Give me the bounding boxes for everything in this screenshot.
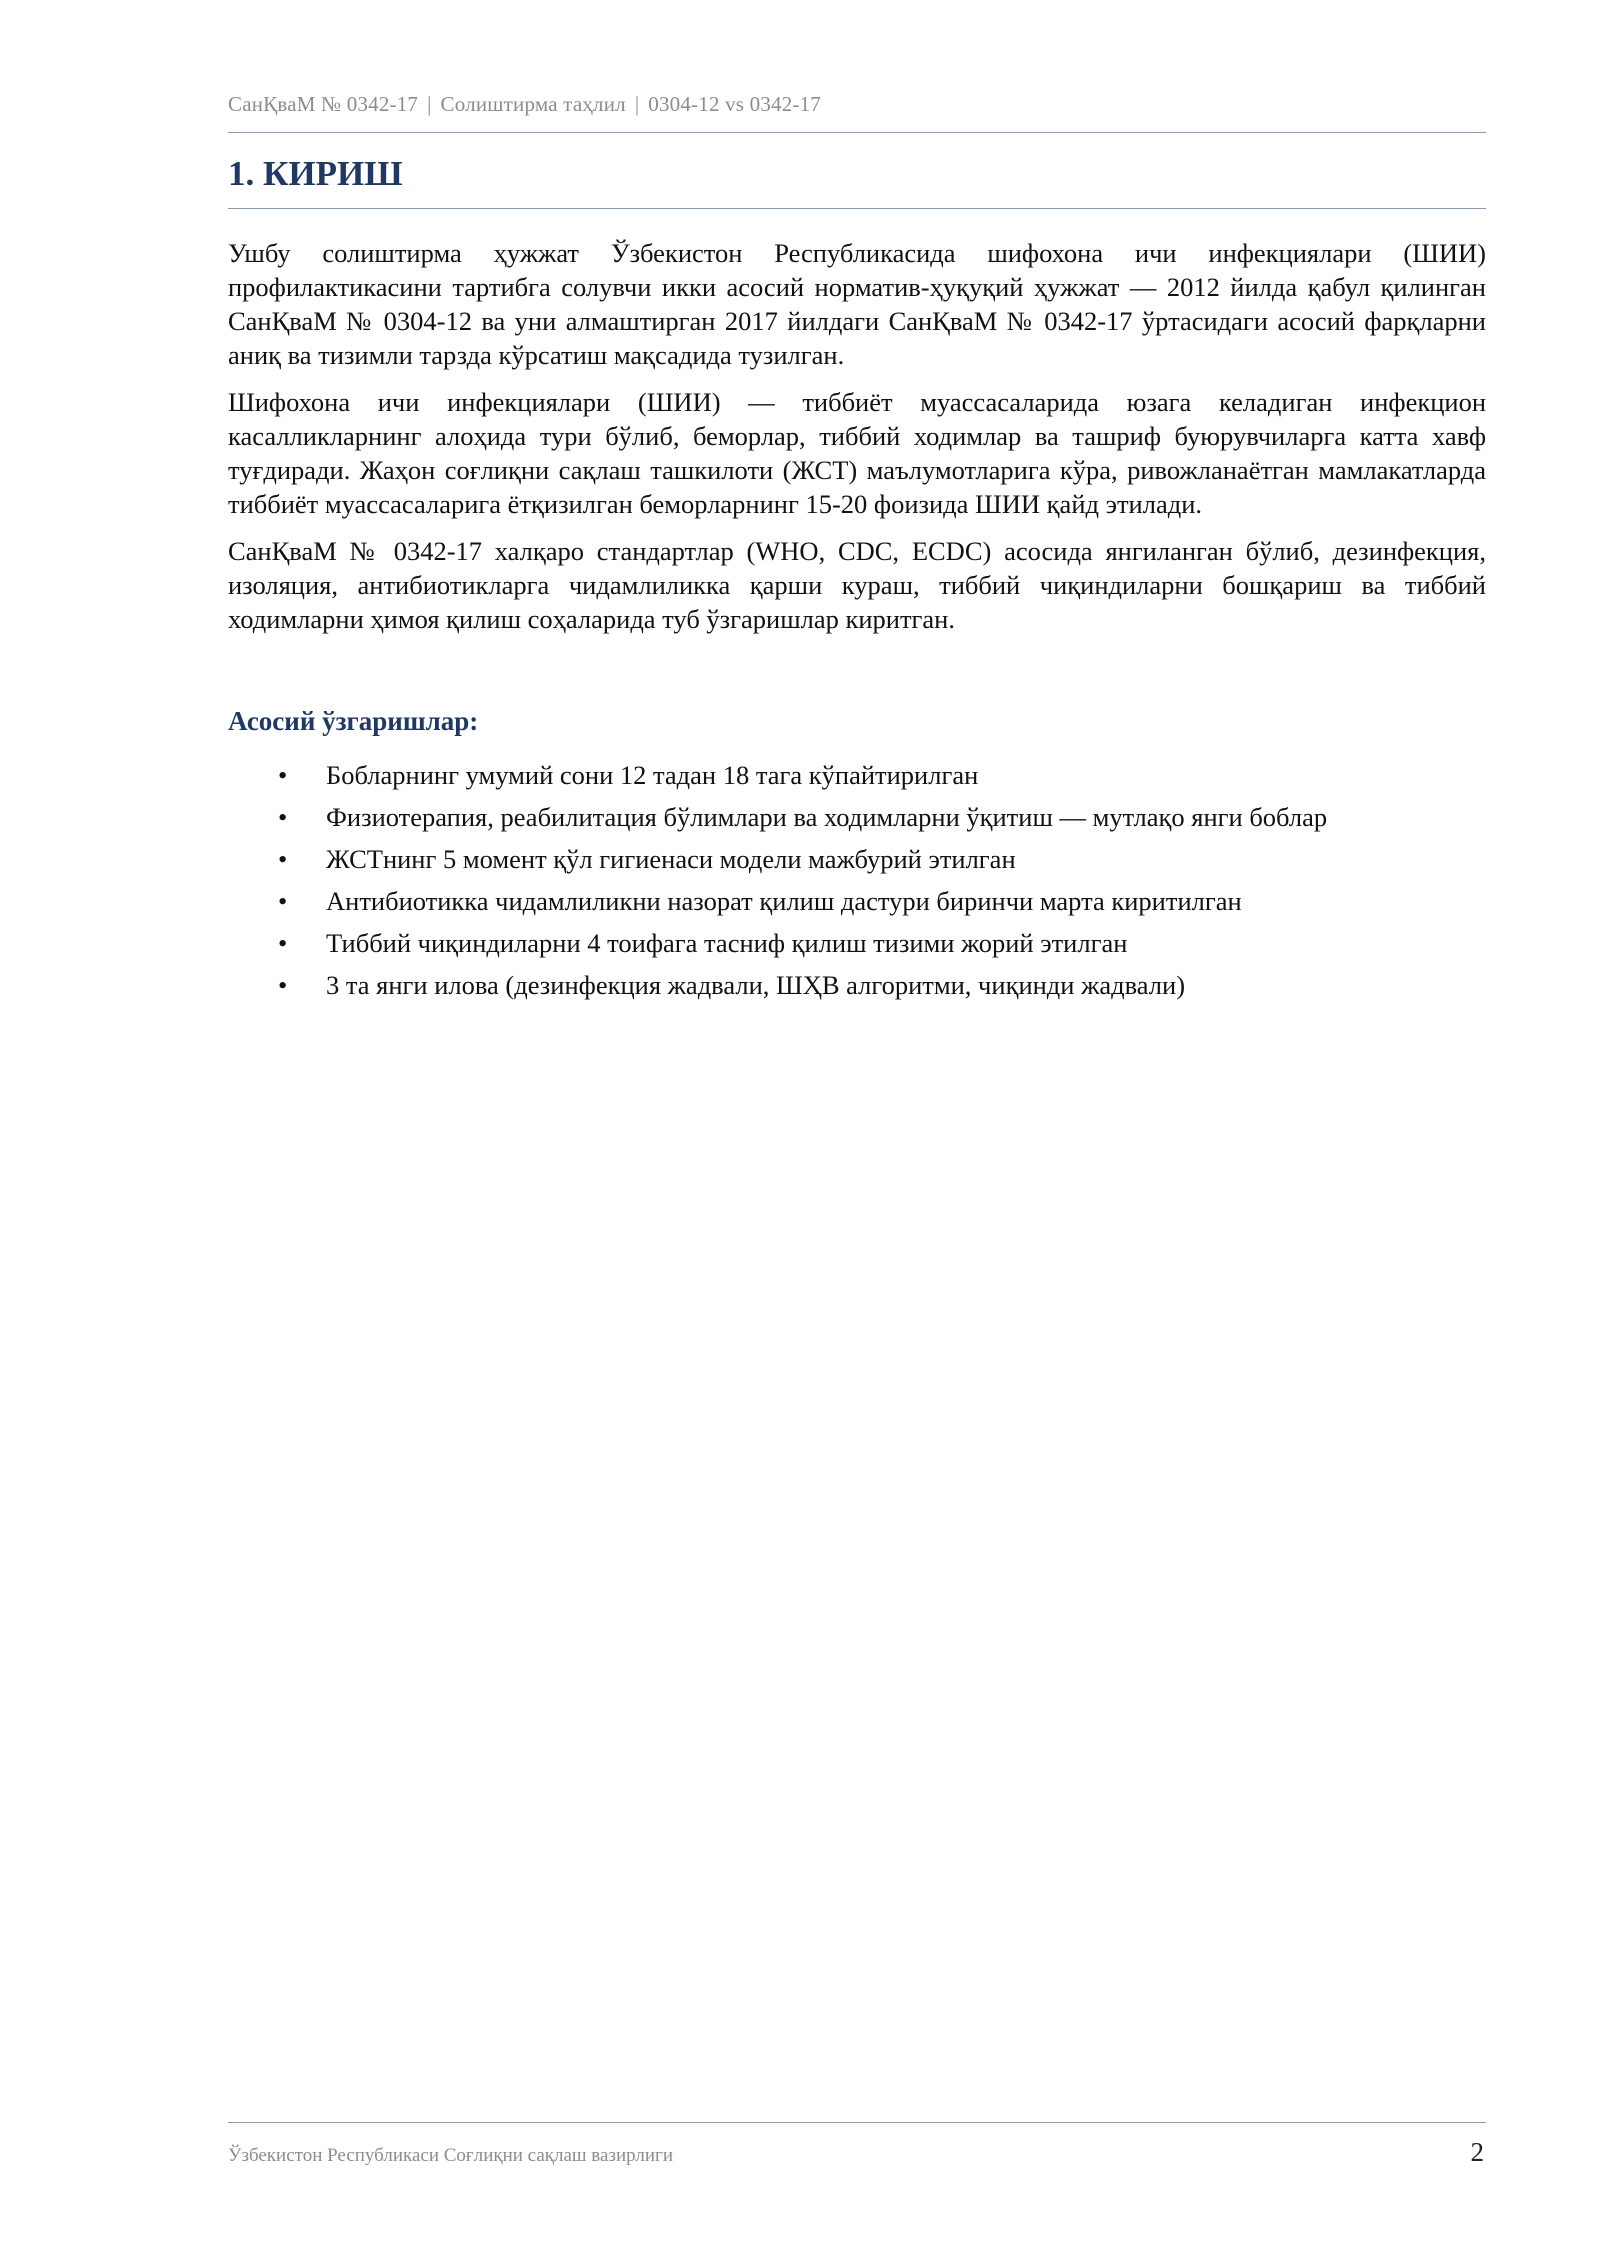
bullet-icon: • <box>278 802 288 832</box>
footer-organization: Ўзбекистон Республикаси Соғлиқни сақлаш вазирлиги <box>228 2145 673 2166</box>
key-changes-list <box>228 754 1486 1006</box>
list-item <box>228 880 1486 922</box>
header-doc-title: Солиштирма таҳлил <box>440 92 626 116</box>
list-item-text: Физиотерапия, реабилитация бўлимлари ва ходимларни ўқитиш — мутлақо янги боблар <box>326 802 1328 832</box>
header-doc-code: СанҚваМ № 0342-17 <box>228 92 419 116</box>
header-separator: | <box>634 92 640 116</box>
list-item <box>228 964 1486 1006</box>
list-item-text: Антибиотикка чидамлиликни назорат қилиш дастури биринчи марта киритилган <box>326 886 1242 916</box>
page-footer <box>228 2122 1486 2173</box>
bullet-icon: • <box>278 886 288 916</box>
list-item-text: Тиббий чиқиндиларни 4 тоифага тасниф қилиш тизими жорий этилган <box>326 928 1128 958</box>
paragraph: Шифохона ичи инфекциялари (ШИИ) — тиббиёт муассасаларида юзага келадиган инфекцион касалликларнинг алоҳида тури бўлиб, беморлар, тиббий ходимлар ва ташриф буюрувчиларга катта хавф туғдиради. Жаҳон соғлиқни сақлаш ташкилоти (ЖСТ) маълумотларига кўра, ривожланаётган мамлакатларда тиббиёт муассасаларига ётқизилган беморларнинг 15-20 фоизида ШИИ қайд этилади. <box>228 387 1486 519</box>
bullet-icon: • <box>278 760 288 790</box>
list-item-text: Бобларнинг умумий сони 12 тадан 18 тага кўпайтирилган <box>326 760 979 790</box>
page-header <box>228 92 1486 133</box>
list-item-text: 3 та янги илова (дезинфекция жадвали, ШҲВ алгоритми, чиқинди жадвали) <box>326 970 1186 1000</box>
intro-body <box>228 236 1486 649</box>
list-item <box>228 838 1486 880</box>
bullet-icon: • <box>278 970 288 1000</box>
bullet-icon: • <box>278 844 288 874</box>
header-separator: | <box>427 92 432 116</box>
key-changes-heading: Асосий ўзгаришлар: <box>228 706 479 736</box>
list-item-text: ЖСТнинг 5 момент қўл гигиенаси модели мажбурий этилган <box>326 844 1016 874</box>
page-number: 2 <box>1470 2137 1484 2167</box>
list-item <box>228 922 1486 964</box>
list-item <box>228 754 1486 796</box>
list-item <box>228 796 1486 838</box>
bullet-icon: • <box>278 928 288 958</box>
header-comparison: 0304-12 vs 0342-17 <box>648 92 822 116</box>
paragraph: Ушбу солиштирма ҳужжат Ўзбекистон Республикасида шифохона ичи инфекциялари (ШИИ) профилактикасини тартибга солувчи икки асосий норматив-ҳуқуқий ҳужжат — 2012 йилда қабул қилинган СанҚваМ № 0304-12 ва уни алмаштирган 2017 йилдаги СанҚваМ № 0342-17 ўртасидаги асосий фарқларни аниқ ва тизимли тарзда кўрсатиш мақсадида тузилган. <box>228 238 1486 370</box>
section-heading: 1. КИРИШ <box>228 148 1486 209</box>
paragraph: СанҚваМ № 0342-17 халқаро стандартлар (WHO, CDC, ECDC) асосида янгиланган бўлиб, дезинфекция, изоляция, антибиотикларга чидамлиликка қарши кураш, тиббий чиқиндиларни бошқариш ва тиббий ходимларни ҳимоя қилиш соҳаларида туб ўзгаришлар киритган. <box>228 536 1486 634</box>
